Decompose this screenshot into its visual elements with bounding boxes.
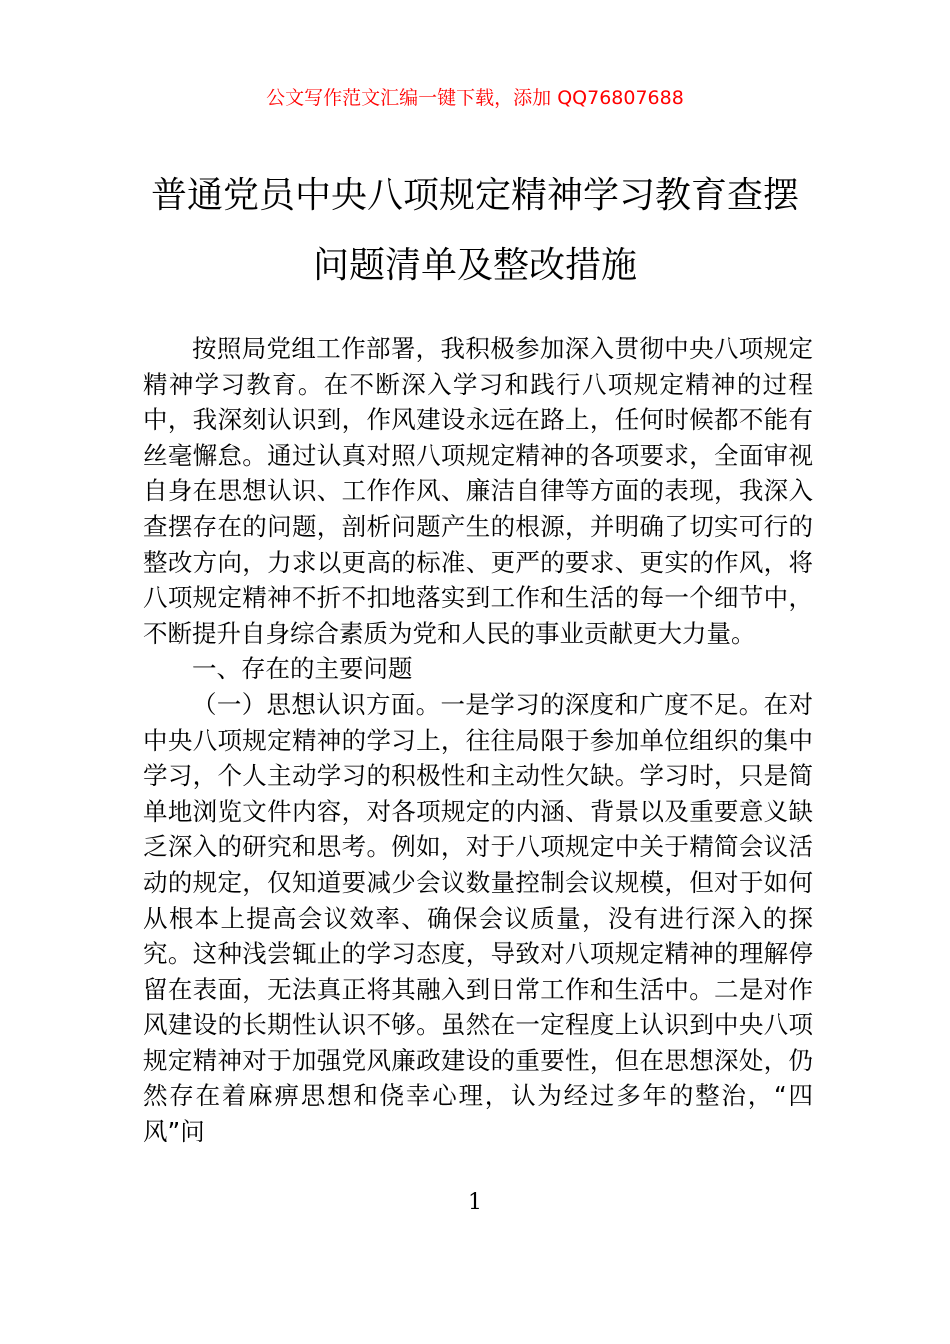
document-body: [143, 331, 813, 1150]
intro-paragraph: 按照局党组工作部署，我积极参加深入贯彻中央八项规定精神学习教育。在不断深入学习和践行八项规定精神的过程中，我深刻认识到，作风建设永远在路上，任何时候都不能有丝毫懈怠。通过认真对照八项规定精神的各项要求，全面审视自身在思想认识、工作作风、廉洁自律等方面的表现，我深入查摆存在的问题，剖析问题产生的根源，并明确了切实可行的整改方向，力求以更高的标准、更严的要求、更实的作风，将八项规定精神不折不扣地落实到工作和生活的每一个细节中，不断提升自身综合素质为党和人民的事业贡献更大力量。: [143, 334, 813, 648]
document-title-line-1: 普通党员中央八项规定精神学习教育查摆: [150, 175, 799, 216]
section-paragraph: （一）思想认识方面。一是学习的深度和广度不足。在对中央八项规定精神的学习上，往往局限于参加单位组织的集中学习，个人主动学习的积极性和主动性欠缺。学习时，只是简单地浏览文件内容，对各项规定的内涵、背景以及重要意义缺乏深入的研究和思考。例如，对于八项规定中关于精简会议活动的规定，仅知道要减少会议数量控制会议规模，但对于如何从根本上提高会议效率、确保会议质量，没有进行深入的探究。这种浅尝辄止的学习态度，导致对八项规定精神的理解停留在表面，无法真正将其融入到日常工作和生活中。二是对作风建设的长期性认识不够。虽然在一定程度上认识到中央八项规定精神对于加强党风廉政建设的重要性，但在思想深处，仍然存在着麻痹思想和侥幸心理，认为经过多年的整治，“四风”问: [143, 689, 813, 1147]
document-title-line-2: 问题清单及整改措施: [312, 245, 637, 286]
page-number: 1: [468, 1190, 482, 1215]
section-heading: 一、存在的主要问题: [192, 654, 413, 684]
download-note: 公文写作范文汇编一键下载，添加 QQ76807688: [266, 87, 684, 109]
